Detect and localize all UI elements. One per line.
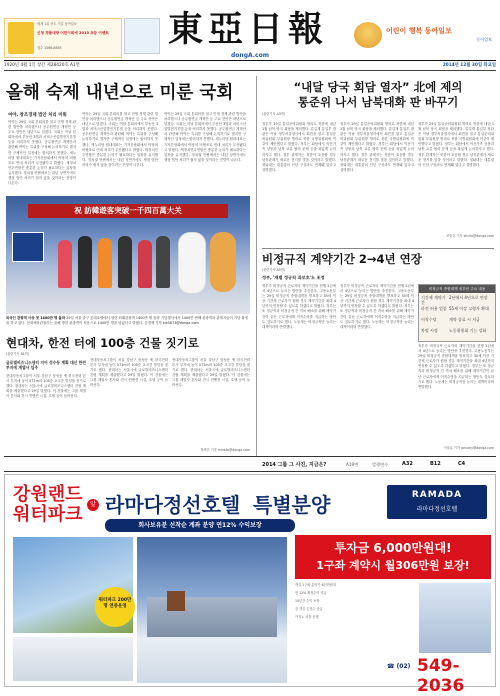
hotel-sub: 라마다정선호텔 [416,506,458,513]
dateline [4,61,496,69]
ad-phone-number: 549-2036 [417,656,465,696]
lead-body-col-2: 여야는 29일 국회 본회의를 열고 민생 경제 관련 법안을 처리했으나 공무원연금 개혁안 등 주요 현안은 내년으로 넘겼다. 국회는 이날 본회의에서 부동산 3법과 서비스산업발전기본법 등을 처리하지 못했다. 공무원연금 개혁안과 관련해 여야는 특위를 구성해 논의하기로 했지만 구체적인 일정에는 합의하지 못했다. 새누리당 원내대표는 기자간담회에서 야당의 비협조로 연내 처리가 무산됐다고 밝혔다. 새정치민주연합은 충분한 논의가 필요하다는 입장을 유지했다. 정치권 안팎에서는 내년 상반기에도 쟁점 법안 처리가 쉽지 않을 것이라는 전망이 나온다. [82,112,158,167]
person-2 [78,236,92,288]
right-promo-text: 어린이 행복 동아일보 [386,27,452,35]
index-bar [262,460,494,470]
table-cell: 파견 허용 업종 [421,306,447,311]
masthead-promo-left[interactable] [4,18,122,58]
ad-line-2: 워터파크 [13,504,83,525]
advertisement[interactable] [4,474,496,696]
ad-detail-row: 연 12% 확정수익 지급 [295,591,327,595]
dateline-right: 2014년 12월 30일 화요일 [442,63,496,68]
ad-detail-row: 객실 1구좌 분양가 6천만원대 [295,583,336,587]
ad-line-4: 라마다정선호텔 [105,493,241,517]
table-cell: 기간제 계약기간 [421,295,446,306]
contract-table-title: 비정규직 종합대책 정부안 주요 내용 [419,285,495,293]
section-rule [262,248,494,249]
table-cell: 55세 이상 고령자 확대 [449,306,489,311]
hotel-logo [387,485,487,519]
hotel-brand: RAMADA [411,490,463,500]
nk-body-col-1: 정부가 29일 통일준비위원회 명의로 북한에 내년 1월 남북 당국 회담을 제의했다. 류길재 통일부 장관은 이날 정부서울청사에서 회견을 열고 통일준비위원회 부위원장 명의로 북한 국방위원회에 이같이 제안했다고 밝혔다. 정부는 회담에서 이산가족 상봉과 남북 교류 협력 문제 등을 폭넓게 논의하자고 했다. 정부 관계자는 북한이 호응할 경우 남북관계가 새로운 전기를 맞을 것이라고 말했다. 청와대는 대통령의 신년 구상과도 연계돼 있다고 설명했다. [262,122,336,172]
index-section: C4 [458,461,466,467]
ad-line-5: 특별분양 [253,493,331,517]
promo-line-2: 신청 경품대방 어린이회에 2015 초등 이벤트 [37,31,109,35]
index-sections-label: 발행면수 [372,461,389,467]
person-6 [156,236,170,288]
right-promo-sub: 동아일보 [476,37,492,42]
photo-caption-text: 29일 서울 중구 롯데호텔에서 열린 외래관광객 1400만 명 돌파 기념행사에서 1400만 번째 관광객과 관계자들이 기념 촬영을 하고 있다. 문화체육관광부는 올해 방한 관광객이 처음으로 1400만 명을 넘었다고 밝혔다. [6,316,249,325]
ad-line-3: 앞 [87,499,99,511]
ad-room-photo [419,583,491,653]
ad-yield-box [295,535,491,579]
ad-badge: 워터파크 200만명 연중운영 [95,587,135,627]
ad-resort-panorama [137,537,287,683]
table-cell: 2년에서 4년으로 연장 [449,295,488,300]
building-body-col-1: 현대자동차그룹이 서울 강남구 삼성동 옛 한국전력 본사 부지에 높이 571m의 105층 초고층 빌딩을 짓기로 했다. 현대차는 서울시에 글로벌비즈니스센터 건립 계획을 제출했다고 29일 밝혔다. 이 건물에는 그룹 계열사 본사와 전시 컨벤션 시설, 호텔 등이 들어선다. [6,374,86,399]
nk-reporter: 조숭호 기자 shcho@donga.com [446,234,494,238]
index-label[interactable]: 2014 그룹 그 사진, 지금은? [262,462,327,468]
contract-reporter: 이상훈 기자 january@donga.com [443,446,494,450]
nk-body-col-3: 정부가 29일 통일준비위원회 명의로 북한에 내년 1월 남북 당국 회담을 제의했다. 류길재 통일부 장관은 이날 정부서울청사에서 회견을 열고 통일준비위원회 부위원장 명의로 북한 국방위원회에 이같이 제안했다고 밝혔다. 정부는 회담에서 이산가족 상봉과 남북 교류 협력 문제 등을 폭넓게 논의하자고 했다. 정부 관계자는 북한이 호응할 경우 남북관계가 새로운 전기를 맞을 것이라고 말했다. 청와대는 대통령의 신년 구상과도 연계돼 있다고 설명했다. [418,122,494,167]
table-cell: 차별 시정 [421,328,438,333]
building-body-col-3: 현대자동차그룹이 서울 강남구 삼성동 옛 한국전력 본사 부지에 높이 571m의 105층 초고층 빌딩을 짓기로 했다. 현대차는 서울시에 글로벌비즈니스센터 건립 계획을 제출했다고 29일 밝혔다. 이 건물에는 그룹 계열사 본사와 전시 컨벤션 시설, 호텔 등이 들어선다. [172,358,250,388]
person-5 [138,240,152,288]
person-3 [98,238,112,288]
resort-tower [167,591,185,611]
contract-subhead: 정부, '재벌 정규직 과보호'도 조정 [262,275,325,280]
contract-table [418,284,496,342]
column-divider [256,76,257,456]
ad-yield-1: 투자금 6,000만원대! [334,541,452,555]
contract-byline: (관련기사 A5면) [262,268,286,272]
contract-headline[interactable]: 비정규직 계약기간 2→4년 연장 [262,252,422,266]
phone-icon: ☎ (02) [387,663,411,670]
nk-byline: (관련기사 A3면) [262,112,286,116]
ad-line-1: 강원랜드 [13,484,83,505]
building-byline: (관련기사 B1면) [6,352,30,356]
masthead-photo [124,18,160,54]
person-4 [118,236,132,288]
masthead-url[interactable]: dongA.com [231,52,269,59]
lead-subhead: 여야, 창조경제 법안 처리 미뤄 [8,113,67,118]
lead-photo [6,196,250,314]
masthead-title[interactable]: 東亞日報 [168,9,329,50]
table-cell: 이직수당 [421,317,437,322]
index-rule-bottom [4,471,496,472]
ad-detail-row: 전 객실 온천수 공급 [295,607,323,611]
dateline-rule [4,70,496,71]
contract-body-col-3: 정부가 비정규직 근로자의 계약기간을 현행 2년에서 4년으로 늘리는 방안을 추진한다. 고용노동부는 29일 비정규직 종합대책을 발표하고 35세 이상 기간제 근로자가 원할 경우 계약기간을 최대 4년까지 연장할 수 있도록 하겠다고 밝혔다. 정부는 또 정규직과 비정규직 간 격차 해소를 위해 계약기간이 끝난 근로자에게 이직수당을 지급하는 방안도 검토하기로 했다. 노동계는 비정규직만 늘리는 대책이라며 반발했다. [418,344,494,389]
building-body-col-2: 현대자동차그룹이 서울 강남구 삼성동 옛 한국전력 본사 부지에 높이 571m의 105층 초고층 빌딩을 짓기로 했다. 현대차는 서울시에 글로벌비즈니스센터 건립 계획을 제출했다고 29일 밝혔다. 이 건물에는 그룹 계열사 본사와 전시 컨벤션 시설, 호텔 등이 들어선다. [90,358,168,388]
masthead-promo-right[interactable] [354,18,494,52]
ad-phone[interactable] [387,655,493,696]
nk-headline-1[interactable]: “내달 당국 회담 열자” 北에 제의 [293,80,463,94]
lead-body-col-3: 여야는 29일 국회 본회의를 열고 민생 경제 관련 법안을 처리했으나 공무원연금 개혁안 등 주요 현안은 내년으로 넘겼다. 국회는 이날 본회의에서 부동산 3법과 서비스산업발전기본법 등을 처리하지 못했다. 공무원연금 개혁안과 관련해 여야는 특위를 구성해 논의하기로 했지만 구체적인 일정에는 합의하지 못했다. 새누리당 원내대표는 기자간담회에서 야당의 비협조로 연내 처리가 무산됐다고 밝혔다. 새정치민주연합은 충분한 논의가 필요하다는 입장을 유지했다. 정치권 안팎에서는 내년 상반기에도 쟁점 법안 처리가 쉽지 않을 것이라는 전망이 나온다. [164,112,246,162]
building-headline[interactable]: 현대차, 한전 터에 100층 건물 짓기로 [6,336,199,350]
lead-body-col-1: 여야는 29일 국회 본회의를 열고 민생 경제 관련 법안을 처리했으나 공무원연금 개혁안 등 주요 현안은 내년으로 넘겼다. 국회는 이날 본회의에서 부동산 3법과 서비스산업발전기본법 등을 처리하지 못했다. 공무원연금 개혁안과 관련해 여야는 특위를 구성해 논의하기로 했지만 구체적인 일정에는 합의하지 못했다. 새누리당 원내대표는 기자간담회에서 야당의 비협조로 연내 처리가 무산됐다고 밝혔다. 새정치민주연합은 충분한 논의가 필요하다는 입장을 유지했다. 정치권 안팎에서는 내년 상반기에도 쟁점 법안 처리가 쉽지 않을 것이라는 전망이 나온다. [8,120,76,186]
index-section: A32 [402,461,413,467]
contract-body-col-2: 정부가 비정규직 근로자의 계약기간을 현행 2년에서 4년으로 늘리는 방안을 추진한다. 고용노동부는 29일 비정규직 종합대책을 발표하고 35세 이상 기간제 근로자가 원할 경우 계약기간을 최대 4년까지 연장할 수 있도록 하겠다고 밝혔다. 정부는 또 정규직과 비정규직 간 격차 해소를 위해 계약기간이 끝난 근로자에게 이직수당을 지급하는 방안도 검토하기로 했다. 노동계는 비정규직만 늘리는 대책이라며 반발했다. [340,284,414,329]
child-illustration-icon [354,22,382,48]
index-page: A19면 [346,461,359,467]
table-cell: 노동위원회 기능 강화 [449,328,487,333]
photo-caption [6,316,250,325]
promo-line-3: 접수 1566-8855 [37,46,62,50]
ad-strip: 회사보유분 선착순 계좌 분양 연12% 수익보장 [105,519,295,532]
building-lede: 글로벌비즈니스센터 지어 성수동 계획 대신 한전 부지에 계열사 입주 [6,360,86,370]
photo-banner: 祝 訪韓遊客突破一千四百萬大关 [28,204,228,218]
nk-body-col-2: 정부가 29일 통일준비위원회 명의로 북한에 내년 1월 남북 당국 회담을 제의했다. 류길재 통일부 장관은 이날 정부서울청사에서 회견을 열고 통일준비위원회 부위원장 명의로 북한 국방위원회에 이같이 제안했다고 밝혔다. 정부는 회담에서 이산가족 상봉과 남북 교류 협력 문제 등을 폭넓게 논의하자고 했다. 정부 관계자는 북한이 호응할 경우 남북관계가 새로운 전기를 맞을 것이라고 말했다. 청와대는 대통령의 신년 구상과도 연계돼 있다고 설명했다. [340,122,414,172]
mascot-1 [178,232,206,294]
photo-sign [12,232,44,262]
mascot-2 [210,232,236,292]
index-section: B12 [430,461,441,467]
ad-resort-photo-bottom [13,637,133,681]
photo-caption-head: 외국인 관광객 사상 첫 1400만 명 돌파 [6,316,66,320]
lead-headline[interactable]: 올해 숙제 내년으로 미룬 국회 [6,83,234,103]
person-1 [58,240,72,288]
building-reporter: 정세진 기자 mint4a@donga.com [200,448,250,452]
nk-headline-2[interactable]: 통준위 나서 남북대화 판 바꾸기 [297,95,459,109]
ad-detail-row: 10년간 수익 보장 [295,599,320,603]
ad-yield-2: 1구좌 계약시 월306만원 보장! [316,559,470,572]
index-rule-top [4,456,496,457]
ad-detail-row: 카지노 셔틀 운행 [295,615,319,619]
promo-line-1: 세계 1위 선도 기업 동아일보 [37,22,77,26]
promo-emblem-icon [8,22,34,54]
contract-body-col-1: 정부가 비정규직 근로자의 계약기간을 현행 2년에서 4년으로 늘리는 방안을 추진한다. 고용노동부는 29일 비정규직 종합대책을 발표하고 35세 이상 기간제 근로자가 원할 경우 계약기간을 최대 4년까지 연장할 수 있도록 하겠다고 밝혔다. 정부는 또 정규직과 비정규직 간 격차 해소를 위해 계약기간이 끝난 근로자에게 이직수당을 지급하는 방안도 검토하기로 했다. 노동계는 비정규직만 늘리는 대책이라며 반발했다. [262,284,336,329]
dateline-left: 1920년 4월 1일 창간 제28420호 A1면 [4,63,80,68]
photo-credit: 김경제 기자 kjk5873@donga.com [144,320,199,325]
table-cell: 계약 종료 시 지급 [449,317,480,322]
